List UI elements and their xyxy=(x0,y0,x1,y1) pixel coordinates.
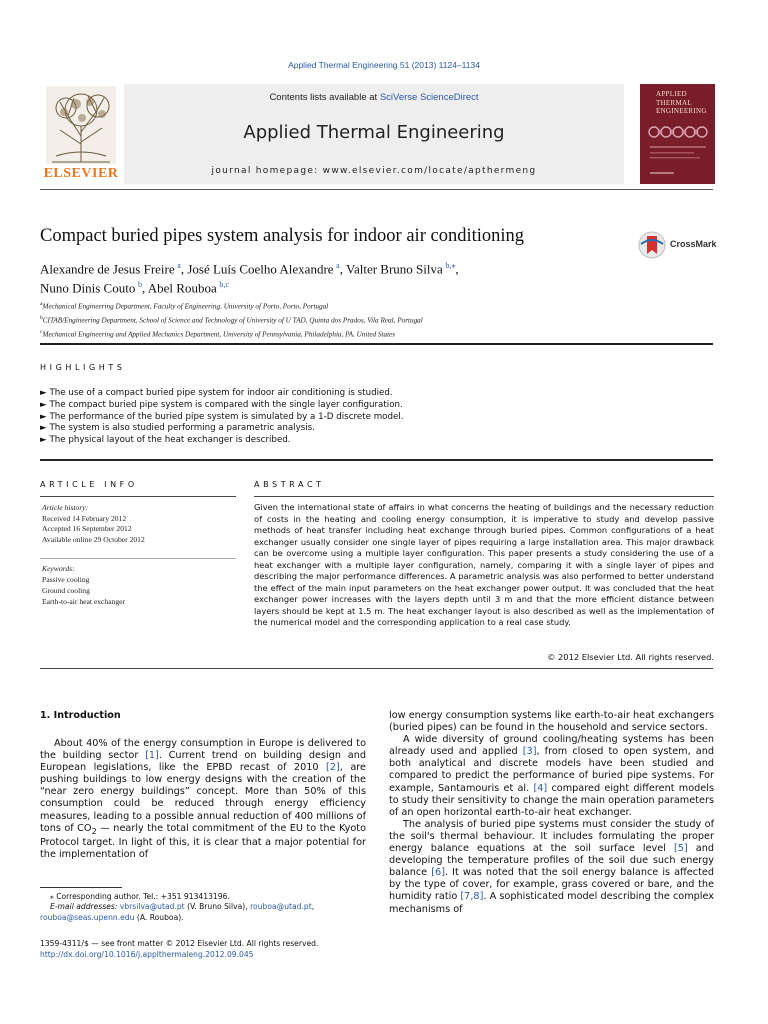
contents-availability xyxy=(124,92,624,103)
citation-link[interactable]: [4] xyxy=(533,782,548,794)
keywords-label: Keywords: xyxy=(42,564,75,573)
affiliation-marker[interactable]: b,⁎ xyxy=(445,261,456,270)
journal-masthead xyxy=(40,84,715,184)
keywords-list xyxy=(42,563,232,607)
article-info-divider xyxy=(40,496,236,497)
text-run: . Current trend on building design and European legislations, like the EPBD recast of 2010 xyxy=(40,750,366,774)
journal-citation-line[interactable]: Applied Thermal Engineering 51 (2013) 1124–1134 xyxy=(288,60,480,70)
body-paragraph: low energy consumption systems like earth-to-air heat exchangers (buried pipes) can be found in the household and service sectors. xyxy=(389,710,714,734)
journal-homepage xyxy=(124,166,624,176)
history-label: Article history: xyxy=(42,503,89,512)
highlights-top-divider xyxy=(40,343,713,345)
article-info-heading: ARTICLE INFO xyxy=(40,480,138,489)
homepage-link[interactable]: www.elsevier.com/locate/apthermeng xyxy=(322,166,537,176)
crossmark-icon xyxy=(638,230,666,260)
body-paragraph xyxy=(389,819,714,916)
citation-link[interactable]: [3] xyxy=(522,746,537,758)
received-date: Received 14 February 2012 xyxy=(42,513,127,523)
author-name: Nuno Dinis Couto xyxy=(40,280,136,296)
highlight-item: ► The compact buried pipe system is compared with the single layer configuration. xyxy=(40,399,403,410)
text-run: , are pushing buildings to low energy designs with the creation of the “near zero energy buildings” concept. More than 50% of this consumption could be reduced through energy efficiency measures, leading to a possible annual reduction of 400 millions of tons of CO xyxy=(40,762,366,834)
affiliation-sup: b xyxy=(40,314,43,321)
affiliation-item xyxy=(40,313,690,327)
text-run: . A sophisticated model describing the complex mechanisms of xyxy=(389,891,714,915)
affiliation-marker[interactable]: a xyxy=(336,261,340,270)
body-column-right xyxy=(389,710,714,916)
contents-prefix: Contents lists available at xyxy=(269,92,380,103)
cover-title-line: THERMAL xyxy=(656,98,692,107)
affiliation-text: Mechanical Engineering Department, Faculty of Engineering, University of Porto, Porto, Portugal xyxy=(42,302,329,311)
body-paragraph xyxy=(389,734,714,819)
cover-title-line: ENGINEERING xyxy=(656,107,707,115)
affiliation-list xyxy=(40,299,690,340)
highlights-list xyxy=(40,388,640,447)
text-run: — nearly the total commitment of the EU to the Kyoto Protocol target. In light of this, it is clear that a major potential for the implementation of xyxy=(40,822,366,860)
doi-link[interactable]: http://dx.doi.org/10.1016/j.applthermaleng.2012.09.045 xyxy=(40,950,254,959)
author-name: Abel Rouboa xyxy=(147,280,217,296)
email-separator: , xyxy=(311,902,315,912)
body-column-left xyxy=(40,738,366,861)
email-owner: (V. Bruno Silva), xyxy=(184,902,251,912)
journal-cover-thumbnail[interactable] xyxy=(640,84,715,184)
abstract-end-divider xyxy=(40,668,713,669)
abstract-copyright: © 2012 Elsevier Ltd. All rights reserved. xyxy=(547,652,714,662)
author-line: Nuno Dinis Couto $^b$, Abel Rouboa $^{b,c}$ xyxy=(40,280,229,296)
affiliation-marker[interactable]: a xyxy=(177,261,181,270)
journal-title[interactable]: Applied Thermal Engineering xyxy=(243,122,505,143)
text-run: compared eight different models to study their sensitivity to change the main operation parameters of an open horizontal earth-to-air heat exchanger. xyxy=(389,782,714,818)
affiliation-marker[interactable]: b xyxy=(137,280,142,290)
masthead-divider xyxy=(40,189,713,190)
affiliation-text: CITAB/Engineering Department, School of Science and Technology of University of U TAD, Quinta dos Prados, Vila Real, Portugal xyxy=(42,316,423,325)
cover-title-line: APPLIED xyxy=(656,90,687,98)
article-title: Compact buried pipes system analysis for indoor air conditioning xyxy=(40,226,524,246)
abstract-divider xyxy=(254,496,714,497)
homepage-prefix: journal homepage: xyxy=(211,166,323,176)
keyword-item: Passive cooling xyxy=(42,575,90,584)
keywords-divider xyxy=(40,558,236,559)
citation-link[interactable]: [1] xyxy=(145,750,159,762)
body-paragraph xyxy=(40,738,366,861)
text-run: About 40% of the energy consumption in Europe is delivered to the building sector xyxy=(40,738,366,762)
journal-title-box xyxy=(124,84,624,184)
email-link[interactable]: vbrsilva@utad.pt xyxy=(119,902,185,912)
highlights-bottom-divider xyxy=(40,459,713,461)
affiliation-sup: a xyxy=(40,301,43,307)
crossmark-label: CrossMark xyxy=(670,239,717,249)
footnotes xyxy=(40,892,366,923)
citation-link[interactable]: [6] xyxy=(431,867,445,879)
highlight-item: ► The system is also studied performing a parametric analysis. xyxy=(40,423,315,434)
text-run: , from closed to open system, and both analytical and discrete models have been studied and compared to predict the performance of buried pipe systems. For example, Santamouris et al. xyxy=(389,746,714,794)
affiliation-item xyxy=(40,299,690,313)
front-matter-copyright: 1359-4311/$ — see front matter © 2012 Elsevier Ltd. All rights reserved. xyxy=(40,939,319,948)
author-name: Valter Bruno Silva xyxy=(346,261,443,277)
email-link[interactable]: rouboa@seas.upenn.edu xyxy=(40,912,135,922)
text-run: . It was noted that the soil energy balance is affected by the type of cover, for example, grass covered or bare, and the humidity ratio xyxy=(389,867,714,903)
subscript: 2 xyxy=(91,825,97,836)
email-note xyxy=(40,902,366,923)
online-date: Available online 29 October 2012 xyxy=(42,535,145,545)
cover-title xyxy=(656,90,707,116)
author-line: Alexandre de Jesus Freire $^a$, José Luís Coelho Alexandre $^a$, Valter Bruno Silva $^{b,⁎}$, xyxy=(40,261,459,277)
email-label: E-mail addresses: xyxy=(50,902,120,912)
author-name: José Luís Coelho Alexandre xyxy=(187,261,334,277)
keyword-item: Ground cooling xyxy=(42,586,90,595)
crossmark-badge[interactable] xyxy=(638,230,718,260)
email-owner: (A. Rouboa). xyxy=(134,912,184,922)
text-run: and developing the temperature profiles of the soil due such energy balance xyxy=(389,843,714,879)
cover-artwork-icon xyxy=(646,122,710,180)
text-run: A wide diversity of ground cooling/heating systems has been already used and applied xyxy=(389,734,714,758)
article-history xyxy=(42,503,232,546)
email-link[interactable]: rouboa@utad.pt xyxy=(250,902,312,912)
highlight-item: ► The physical layout of the heat exchanger is described. xyxy=(40,435,291,446)
highlights-heading: HIGHLIGHTS xyxy=(40,363,126,372)
affiliation-text: Mechanical Engineering and Applied Mechanics Department, University of Pennsylvania, Philadelphia, PA, United States xyxy=(42,329,396,338)
citation-link[interactable]: [2] xyxy=(326,762,340,774)
highlight-item: ► The use of a compact buried pipe system for indoor air conditioning is studied. xyxy=(40,388,393,398)
section-heading-introduction: 1. Introduction xyxy=(40,710,121,721)
author-list xyxy=(40,258,660,297)
citation-link[interactable]: [5] xyxy=(673,843,688,855)
highlight-item: ► The performance of the buried pipe system is simulated by a 1-D discrete model. xyxy=(40,411,404,422)
abstract-body: Given the international state of affairs in what concerns the heating of buildings and the necessary reduction of costs in the heating and cooling energy consumption, it is imperative to study and develop passive methods of heat transfer including heat exchange through buried pipes. Common configurations of a heat exchanger usually consider one single layer of pipes requiring a large installation area. This major drawback can be overcome using a multiple layer configuration. This paper presents a study considering the use of a heat exchanger with a multiple layer configuration, namely, comparing it with a single layer of pipes and describing the major performance differences. A parametric analysis was also performed to better understand the effect of the main input parameters on the heat exchanger power output. It was concluded that the heat exchanger power increases with the layers depth until 3 m and that the more efficient distance between layers should be kept at 1.5 m. The heat exchanger layout is also described as well as the implementation of the numerical model and the corresponding application to a real case study. xyxy=(254,502,714,628)
sciencedirect-link[interactable]: SciVerse ScienceDirect xyxy=(379,92,479,103)
citation-link[interactable]: [7,8] xyxy=(460,891,484,903)
elsevier-logo[interactable] xyxy=(40,84,122,184)
footnote-divider xyxy=(40,887,122,888)
corresponding-author-note: ⁎ Corresponding author. Tel.: +351 913413196. xyxy=(50,892,230,901)
abstract-heading: ABSTRACT xyxy=(254,480,325,489)
elsevier-wordmark: ELSEVIER xyxy=(43,166,119,181)
front-matter xyxy=(40,938,366,960)
accepted-date: Accepted 16 September 2012 xyxy=(42,524,132,534)
author-name: Alexandre de Jesus Freire xyxy=(40,261,175,277)
affiliation-item xyxy=(40,327,690,341)
affiliation-marker[interactable]: b,c xyxy=(219,280,229,290)
text-run: The analysis of buried pipe systems must consider the study of the soil's thermal behaviour. It includes formulating the proper energy balance equations at the soil surface level xyxy=(389,818,714,855)
elsevier-tree-icon xyxy=(46,86,116,164)
keyword-item: Earth-to-air heat exchanger xyxy=(42,597,126,606)
affiliation-sup: c xyxy=(40,328,43,335)
